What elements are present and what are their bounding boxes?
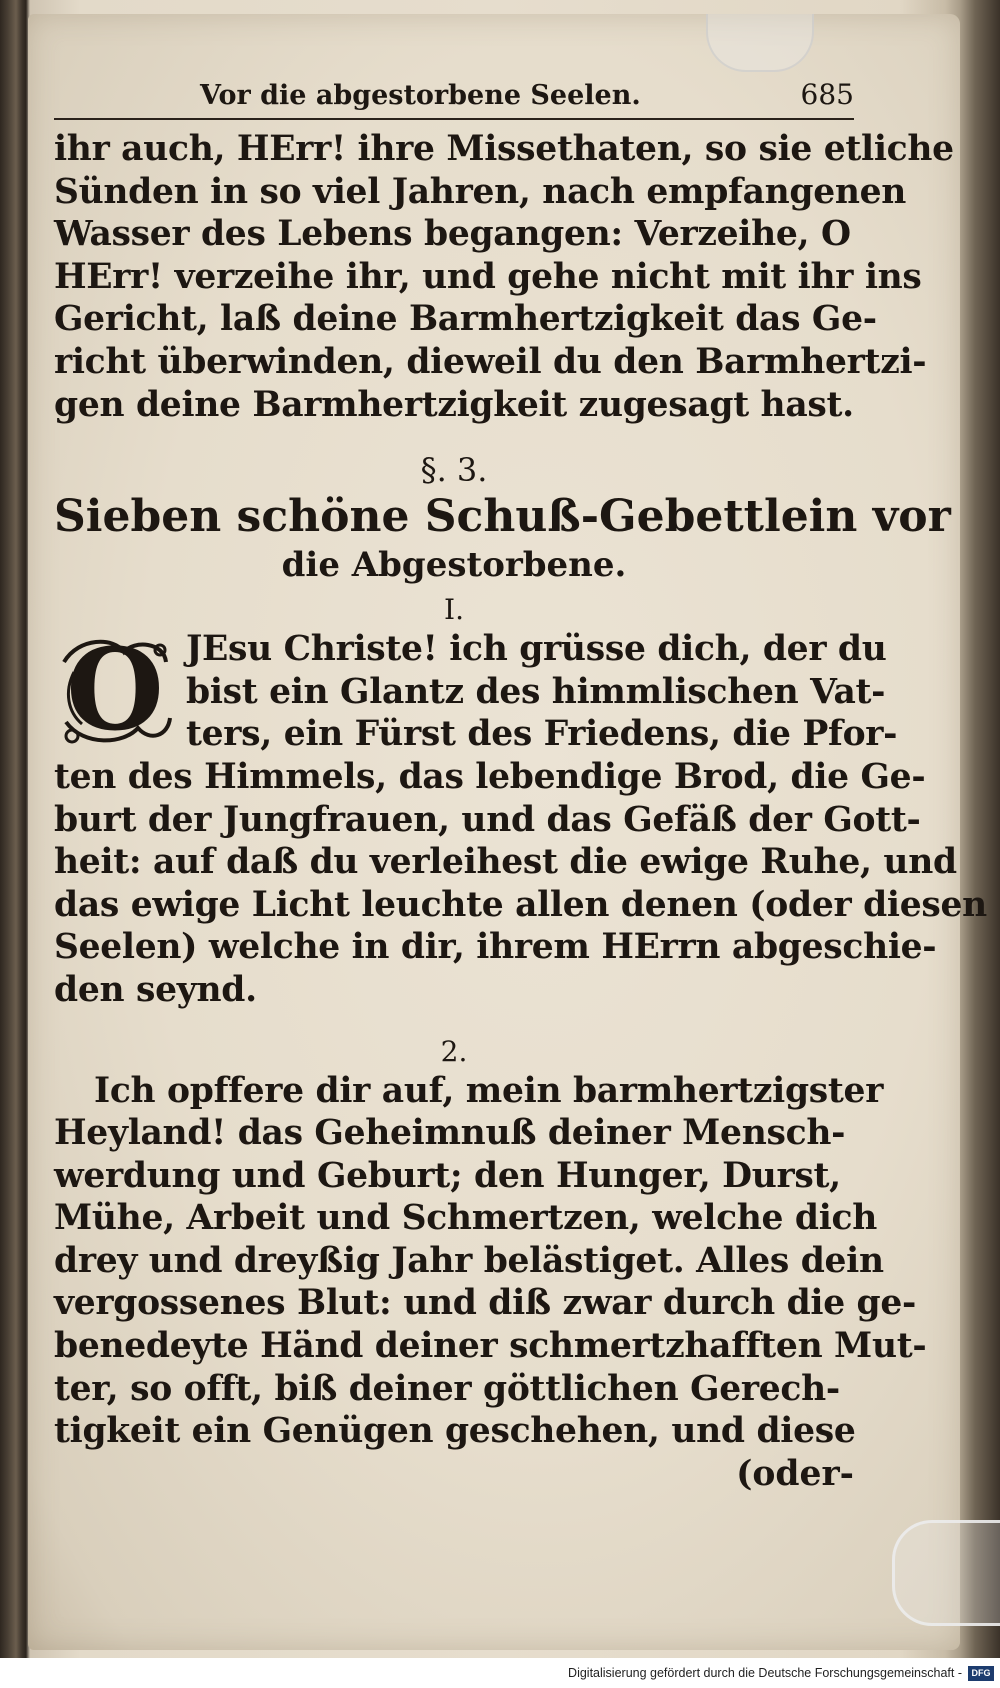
dropcap-letter: O <box>66 625 164 757</box>
text-line: Heyland! das Geheimnuß deiner Mensch- <box>54 1113 846 1154</box>
text-line: werdung und Geburt; den Hunger, Durst, <box>54 1155 841 1196</box>
section-number: §. 3. <box>420 451 488 490</box>
text-line: Mühe, Arbeit und Schmertzen, welche dich <box>54 1198 878 1239</box>
text-line: Sünden in so viel Jahren, nach empfangenen <box>54 171 907 212</box>
text-line: richt überwinden, dieweil du den Barmhertzi- <box>54 341 927 382</box>
text-line: Seelen) welche in dir, ihrem HErrn abgeschie- <box>54 927 937 968</box>
initial-ornament-icon <box>54 625 176 757</box>
prayer-1 <box>54 625 987 1011</box>
text-line: benedeyte Händ deiner schmertzhafften Mut- <box>54 1326 927 1367</box>
paragraph-1 <box>54 128 954 426</box>
text-line: Ich opffere dir auf, mein barmhertzigster <box>94 1070 884 1111</box>
text-line: ihr auch, HErr! ihre Missethaten, so sie etliche <box>54 129 954 169</box>
text-line: JEsu Christe! ich grüsse dich, der du <box>186 629 887 670</box>
text-line: ter, so offt, biß deiner göttlichen Gerech- <box>54 1368 840 1409</box>
text-line: gen deine Barmhertzigkeit zugesagt hast. <box>54 384 854 425</box>
catchword: (oder- <box>736 1453 854 1494</box>
text-line: tigkeit ein Genügen geschehen, und diese <box>54 1411 856 1452</box>
text-line: Wasser des Lebens begangen: Verzeihe, O <box>54 214 851 255</box>
page-number: 685 <box>800 78 854 111</box>
page-clip-bottom <box>892 1520 1000 1626</box>
text-line: ten des Himmels, das lebendige Brod, die Ge- <box>54 756 926 797</box>
prayer-2-number: 2. <box>440 1034 468 1068</box>
section-subheading: die Abgestorbene. <box>281 545 627 586</box>
text-line: ters, ein Fürst des Friedens, die Pfor- <box>186 714 898 755</box>
decorated-initial <box>54 625 176 757</box>
running-title: Vor die abgestorbene Seelen. <box>200 80 641 111</box>
page-text <box>54 78 987 1495</box>
text-line: vergossenes Blut: und diß zwar durch die ge- <box>54 1283 917 1324</box>
text-line: burt der Jungfrauen, und das Gefäß der Gott- <box>54 799 921 840</box>
section-heading: Sieben schöne Schuß-Gebettlein vor <box>54 491 951 543</box>
text-line: bist ein Glantz des himmlischen Vat- <box>186 671 886 712</box>
prayer-2 <box>54 1070 927 1495</box>
text-line: HErr! verzeihe ihr, und gehe nicht mit ihr ins <box>54 256 922 297</box>
text-line: den seynd. <box>54 969 257 1010</box>
prayer-1-number: I. <box>444 593 464 627</box>
page-clip-top <box>706 14 814 72</box>
digitization-credit: Digitalisierung gefördert durch die Deutsche Forschungsgemeinschaft - <box>568 1666 962 1680</box>
text-line: das ewige Licht leuchte allen denen (oder diesen <box>54 884 987 925</box>
running-head <box>54 78 854 120</box>
text-line: heit: auf daß du verleihest die ewige Ruhe, und <box>54 842 957 883</box>
text-line: Gericht, laß deine Barmhertzigkeit das Ge- <box>54 299 877 340</box>
text-line: drey und dreyßig Jahr belästiget. Alles dein <box>54 1240 884 1281</box>
dfg-logo-icon: DFG <box>968 1666 994 1681</box>
footer-bar <box>0 1658 1000 1688</box>
